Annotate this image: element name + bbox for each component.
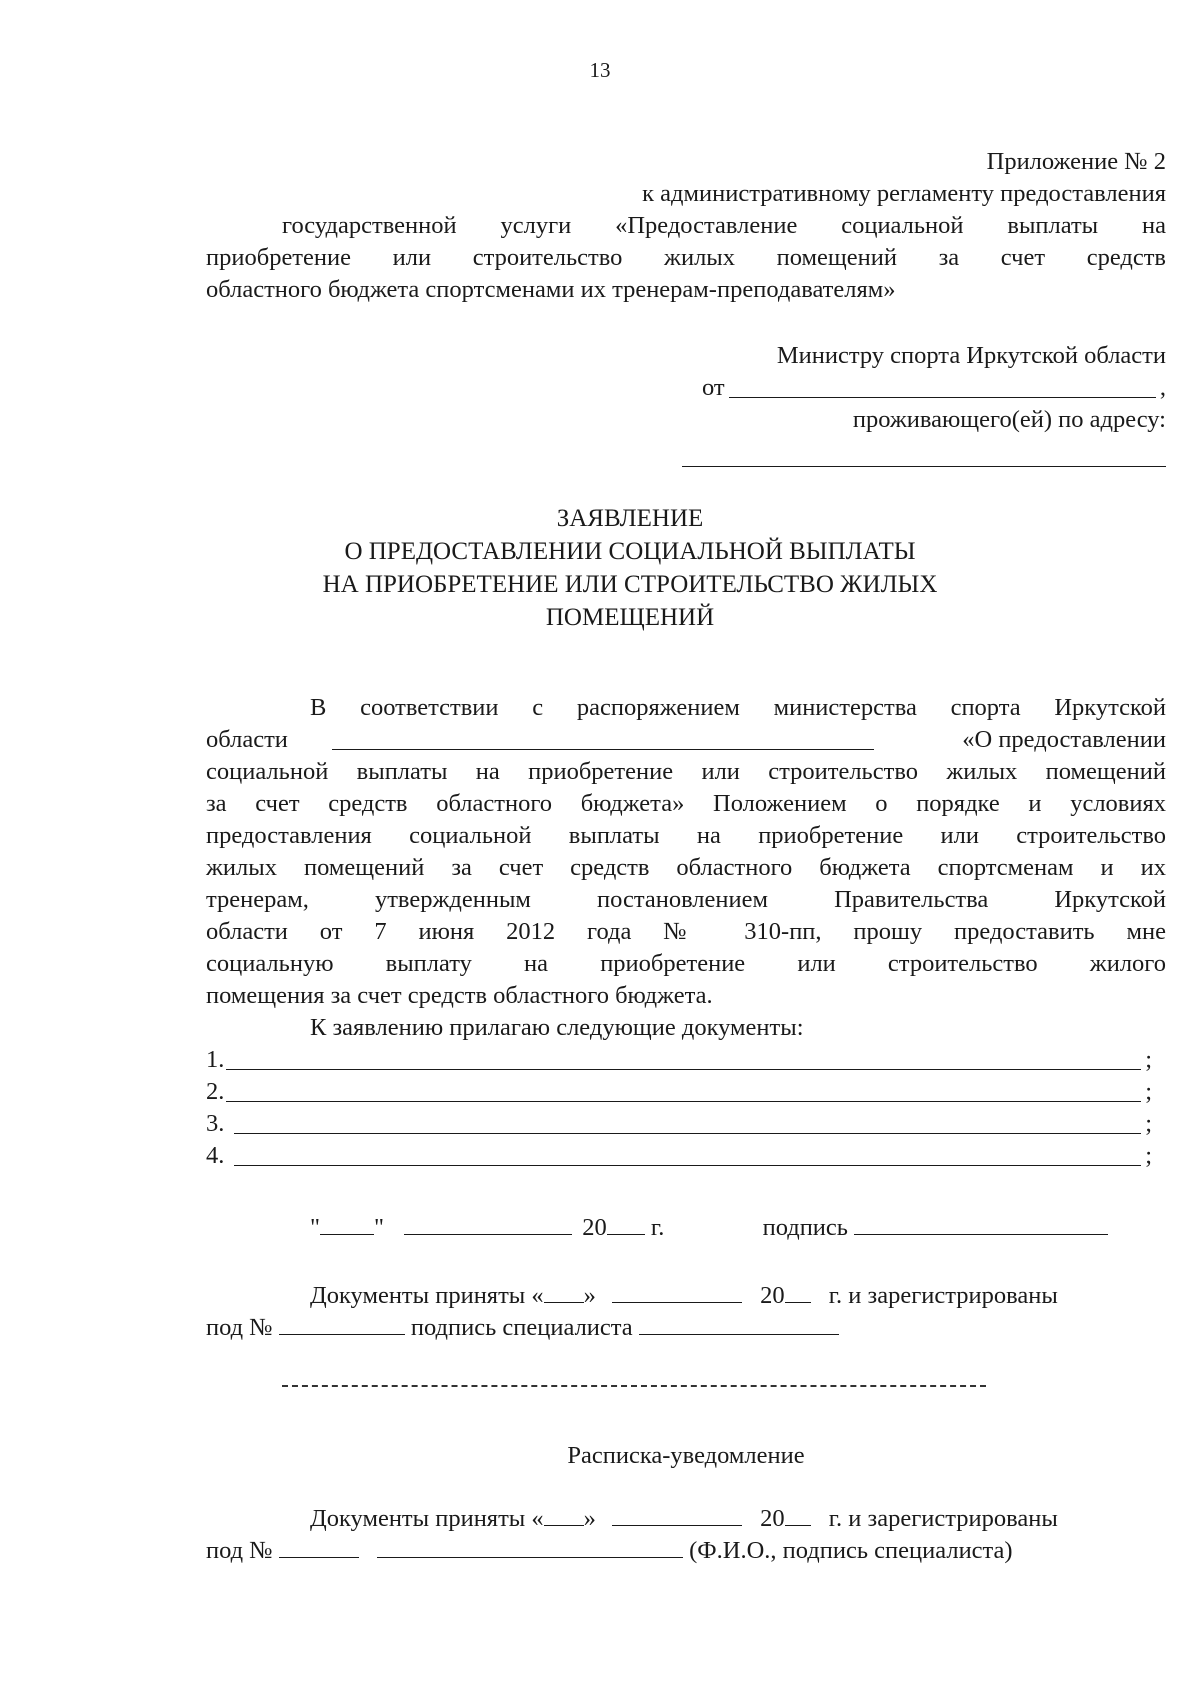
- receipt-line-1: [310, 1503, 1166, 1535]
- year-blank[interactable]: [607, 1212, 645, 1235]
- receipt-day-blank[interactable]: [544, 1503, 584, 1526]
- receipt-month-blank[interactable]: [612, 1503, 742, 1526]
- receipt-quote-close: »: [583, 1505, 596, 1532]
- attach-label: К заявлению прилагаю следующие документы:: [310, 1014, 804, 1041]
- receipt-number-label: под №: [206, 1537, 273, 1564]
- signature-label: подпись: [762, 1214, 848, 1241]
- accepted-label: Документы приняты «: [310, 1282, 544, 1309]
- document-blank[interactable]: [226, 1079, 1141, 1102]
- cut-line: [282, 1385, 986, 1387]
- document-blank[interactable]: [226, 1047, 1141, 1070]
- document-end: ;: [1145, 1110, 1152, 1137]
- accepted-line-2: [206, 1312, 1166, 1344]
- document-end: ;: [1145, 1046, 1152, 1073]
- document-number: 3.: [206, 1110, 225, 1137]
- accepted-quote-close: »: [583, 1282, 596, 1309]
- body-line-1: В соответствии с распоряжением министерства спорта Иркутской: [310, 694, 1166, 721]
- order-details-blank[interactable]: [332, 727, 874, 750]
- date-signature-row: [310, 1212, 1150, 1244]
- body-line-2-left: области: [206, 726, 288, 753]
- document-number: 2.: [206, 1078, 225, 1105]
- address-label: проживающего(ей) по адресу:: [852, 406, 1166, 433]
- receipt-number-blank[interactable]: [279, 1535, 359, 1558]
- appendix-title: Приложение № 2: [986, 148, 1166, 175]
- body-line-5: предоставления социальной выплаты на приобретение или строительство: [206, 822, 1166, 849]
- signature-blank[interactable]: [854, 1212, 1108, 1235]
- document-item: [206, 1076, 1152, 1108]
- body-line-8: области от 7 июня 2012 года № 310-пп, прошу предоставить мне: [206, 918, 1166, 945]
- document-blank[interactable]: [234, 1143, 1141, 1166]
- accepted-year-blank[interactable]: [785, 1280, 811, 1303]
- receipt-specialist-blank[interactable]: [377, 1535, 683, 1558]
- specialist-signature-label: подпись специалиста: [410, 1314, 633, 1341]
- document-item: [206, 1044, 1152, 1076]
- appendix-line-3: приобретение или строительство жилых помещений за счет средств: [206, 244, 1166, 271]
- receipt-accepted-label: Документы приняты «: [310, 1505, 544, 1532]
- document-number: 4.: [206, 1142, 225, 1169]
- accepted-number-label: под №: [206, 1314, 273, 1341]
- receipt-specialist-label: (Ф.И.О., подпись специалиста): [689, 1537, 1013, 1564]
- body-line-7: тренерам, утвержденным постановлением Правительства Иркутской: [206, 886, 1166, 913]
- appendix-line-1: к административному регламенту предоставления: [642, 180, 1166, 207]
- receipt-line-2: [206, 1535, 1166, 1567]
- receipt-year: 20: [760, 1505, 785, 1532]
- accepted-number-blank[interactable]: [279, 1312, 405, 1335]
- accepted-day-blank[interactable]: [544, 1280, 584, 1303]
- body-line-6: жилых помещений за счет средств областного бюджета спортсменам и их: [206, 854, 1166, 881]
- addressee-from-label: от: [702, 374, 725, 401]
- document-blank[interactable]: [234, 1111, 1141, 1134]
- day-blank[interactable]: [320, 1212, 374, 1235]
- date-quote-close: ": [374, 1214, 385, 1241]
- receipt-registered: г. и зарегистрированы: [828, 1505, 1058, 1532]
- heading-line-2: О ПРЕДОСТАВЛЕНИИ СОЦИАЛЬНОЙ ВЫПЛАТЫ: [344, 538, 916, 565]
- addressee-to: Министру спорта Иркутской области: [776, 342, 1166, 369]
- specialist-signature-blank[interactable]: [639, 1312, 839, 1335]
- document-end: ;: [1145, 1142, 1152, 1169]
- accepted-month-blank[interactable]: [612, 1280, 742, 1303]
- heading-line-3: НА ПРИОБРЕТЕНИЕ ИЛИ СТРОИТЕЛЬСТВО ЖИЛЫХ: [322, 571, 938, 598]
- document-item: [206, 1140, 1152, 1172]
- accepted-line-1: [310, 1280, 1166, 1312]
- date-quote-open: ": [310, 1214, 321, 1241]
- heading-line-4: ПОМЕЩЕНИЙ: [545, 604, 715, 631]
- addressee-from-end: ,: [1159, 374, 1166, 401]
- document-end: ;: [1145, 1078, 1152, 1105]
- year-suffix: г.: [650, 1214, 665, 1241]
- year-prefix: 20: [582, 1214, 607, 1241]
- appendix-line-4: областного бюджета спортсменами их тренерам-преподавателям»: [206, 276, 896, 303]
- page-number: 13: [589, 58, 611, 82]
- body-line-10: помещения за счет средств областного бюджета.: [206, 982, 713, 1009]
- addressee-name-blank[interactable]: [729, 375, 1156, 398]
- body-line-4: за счет средств областного бюджета» Положением о порядке и условиях: [206, 790, 1166, 817]
- body-line-3: социальной выплаты на приобретение или строительство жилых помещений: [206, 758, 1166, 785]
- receipt-year-blank[interactable]: [785, 1503, 811, 1526]
- accepted-registered: г. и зарегистрированы: [828, 1282, 1058, 1309]
- document-number: 1.: [206, 1046, 225, 1073]
- document-item: [206, 1108, 1152, 1140]
- body-line-2-right: «О предоставлении: [962, 726, 1166, 753]
- month-blank[interactable]: [404, 1212, 572, 1235]
- body-line-9: социальную выплату на приобретение или строительство жилого: [206, 950, 1166, 977]
- heading-line-1: ЗАЯВЛЕНИЕ: [556, 505, 704, 532]
- addressee-from-row: [702, 372, 1166, 404]
- accepted-year: 20: [760, 1282, 785, 1309]
- receipt-title: Расписка-уведомление: [567, 1442, 805, 1469]
- appendix-line-2: государственной услуги «Предоставление социальной выплаты на: [282, 212, 1166, 239]
- body-line-2: [206, 724, 1166, 756]
- address-blank[interactable]: [682, 466, 1166, 467]
